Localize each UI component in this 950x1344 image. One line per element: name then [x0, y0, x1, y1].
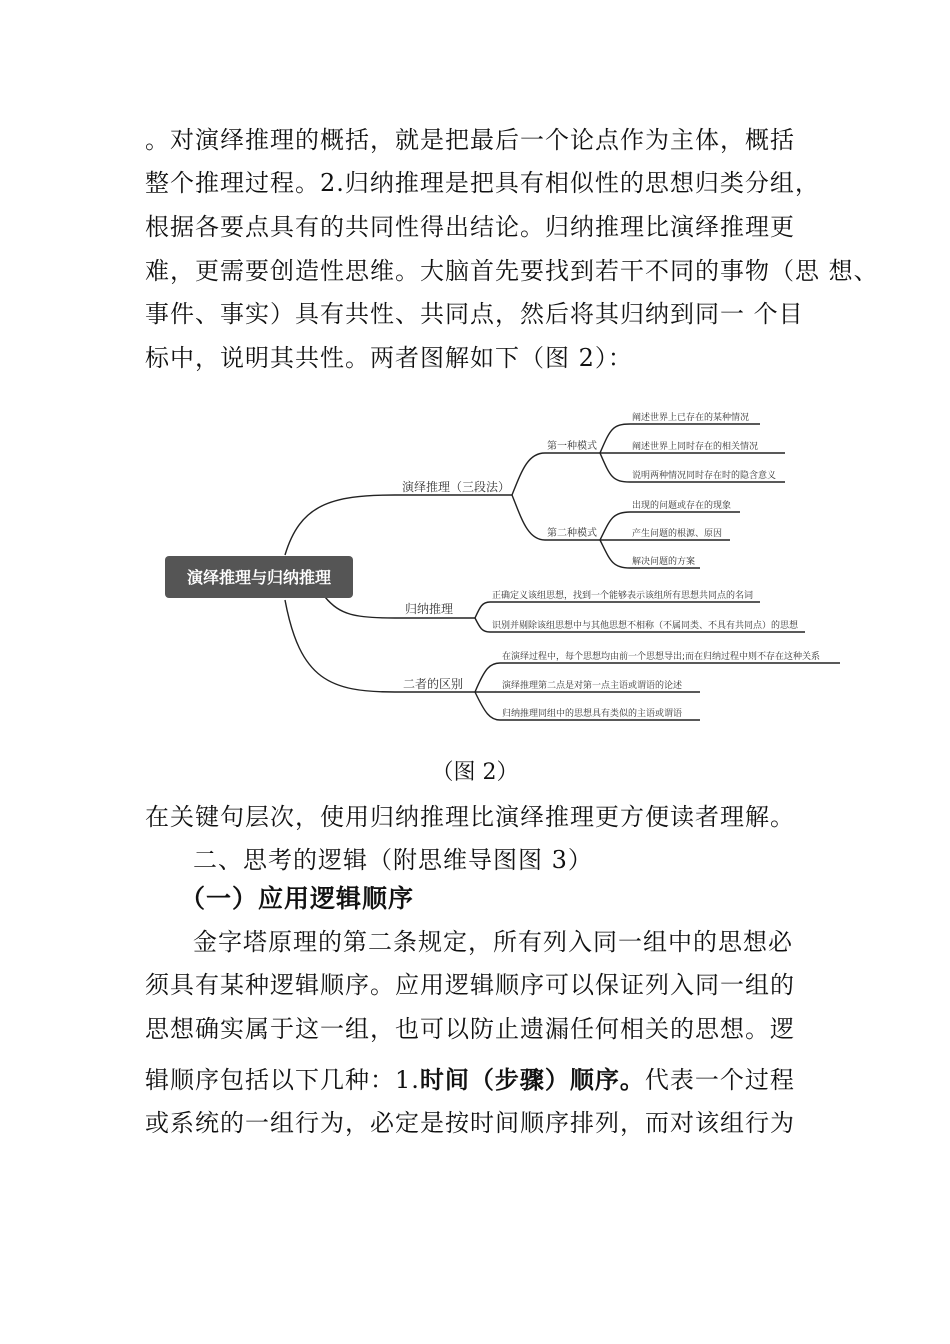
mindmap-leaf: 出现的问题或存在的现象: [632, 501, 732, 511]
mindmap-leaf: 阐述世界上同时存在的相关情况: [632, 442, 759, 452]
text-line: 须具有某种逻辑顺序。应用逻辑顺序可以保证列入同一组的: [145, 971, 795, 999]
text-line: 根据各要点具有的共同性得出结论。归纳推理比演绎推理更: [145, 213, 795, 241]
mindmap-root-label: 演绎推理与归纳推理: [186, 568, 332, 587]
text-line: 在关键句层次，使用归纳推理比演绎推理更方便读者理解。: [145, 803, 795, 831]
text-line: 难，更需要创造性思维。大脑首先要找到若干不同的事物（思 想、: [145, 257, 879, 285]
text-span: 代表一个过程: [644, 1066, 795, 1094]
mindmap-leaf: 识别并剔除该组思想中与其他思想不相称（不属同类、不具有共同点）的思想: [492, 621, 799, 631]
text-line: 思想确实属于这一组，也可以防止遗漏任何相关的思想。逻: [145, 1015, 795, 1043]
mindmap-leaf: 阐述世界上已存在的某种情况: [632, 413, 750, 423]
mindmap-mode-1: 第一种模式: [547, 441, 597, 452]
text-span: 辑顺序包括以下几种：1.: [145, 1066, 420, 1094]
text-line: 标中，说明其共性。两者图解如下（图 2）：: [145, 344, 633, 372]
mindmap-branch-induction: 归纳推理: [405, 602, 454, 616]
mindmap-branch-deduction: 演绎推理（三段法）: [402, 480, 511, 494]
text-line: 金字塔原理的第二条规定，所有列入同一组中的思想必: [193, 928, 793, 956]
mindmap-leaf: 解决问题的方案: [632, 557, 696, 567]
mindmap-leaf: 演绎推理第二点是对第一点主语或谓语的论述: [502, 681, 683, 691]
mindmap-mode-2: 第二种模式: [547, 528, 597, 539]
bold-term: 时间（步骤）顺序。: [419, 1066, 645, 1094]
mindmap-branch-difference: 二者的区别: [403, 677, 464, 691]
subsection-heading: （一）应用逻辑顺序: [180, 884, 415, 913]
mindmap-leaf: 正确定义该组思想，找到一个能够表示该组所有思想共同点的名词: [492, 591, 754, 601]
text-line: 事件、事实）具有共性、共同点，然后将其归纳到同一 个目: [145, 300, 804, 328]
figure-caption: （图 2）: [431, 760, 519, 785]
text-line: 。对演绎推理的概括，就是把最后一个论点作为主体，概括: [145, 126, 795, 154]
text-line: 整个推理过程。2.归纳推理是把具有相似性的思想归类分组，: [145, 169, 820, 197]
mindmap-leaf: 归纳推理同组中的思想具有类似的主语或谓语: [502, 709, 683, 719]
mindmap-leaf: 在演绎过程中，每个思想均由前一个思想导出;而在归纳过程中则不存在这种关系: [502, 652, 821, 662]
mindmap-leaf: 说明两种情况同时存在时的隐含意义: [632, 471, 777, 481]
mindmap-leaf: 产生问题的根源、原因: [632, 529, 723, 539]
text-line: 或系统的一组行为，必定是按时间顺序排列，而对该组行为: [145, 1109, 795, 1137]
text-line-mixed: [145, 1065, 795, 1095]
section-heading: 二、思考的逻辑（附思维导图图 3）: [193, 846, 593, 874]
